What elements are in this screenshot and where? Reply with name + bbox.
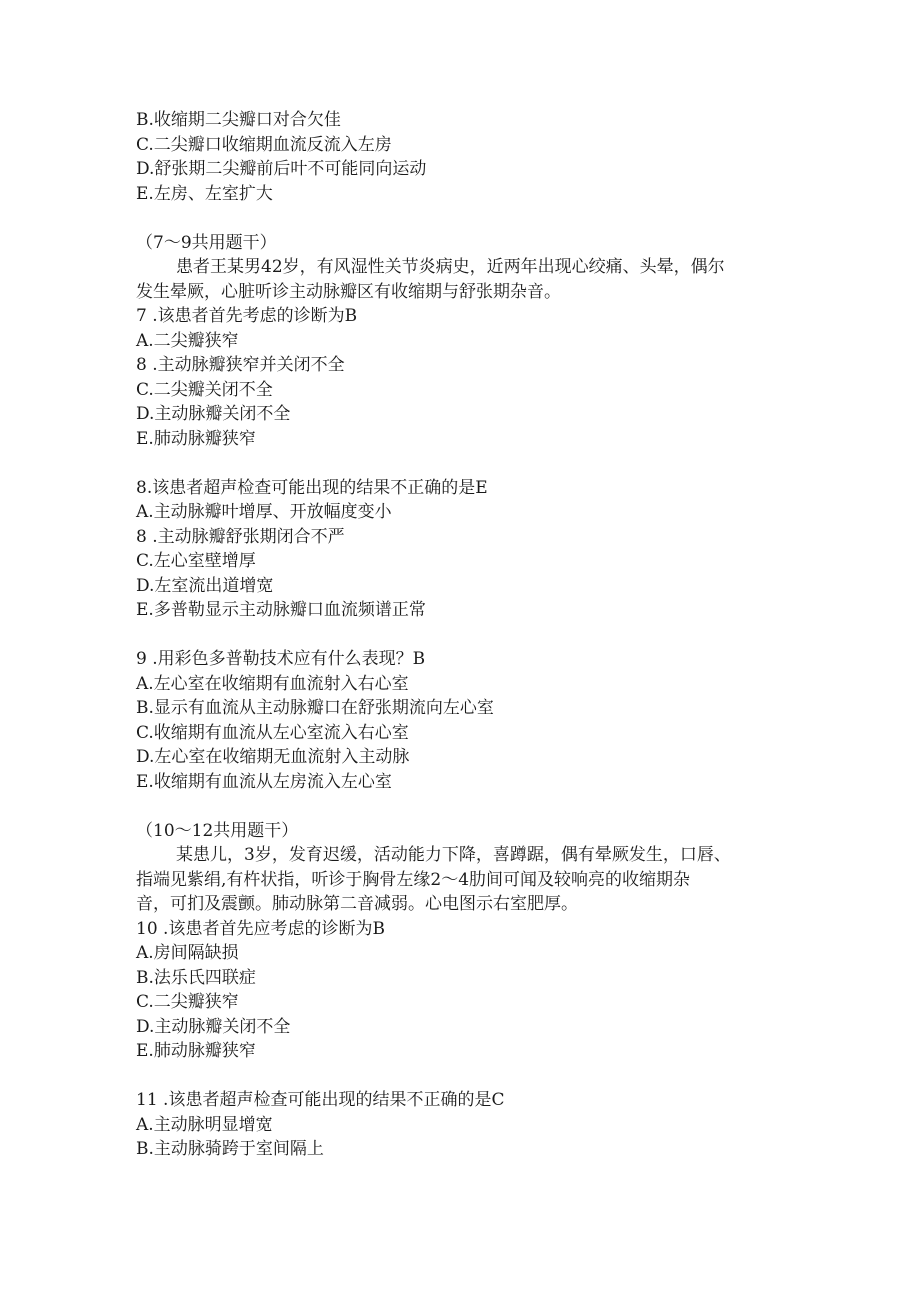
text-line: 11 .该患者超声检查可能出现的结果不正确的是C xyxy=(136,1090,505,1110)
text-line: 发生晕厥，心脏听诊主动脉瓣区有收缩期与舒张期杂音。 xyxy=(136,281,561,302)
document-page xyxy=(136,108,796,1162)
text-line: 9 .用彩色多普勒技术应有什么表现？B xyxy=(136,649,426,669)
text-line: D.舒张期二尖瓣前后叶不可能同向运动 xyxy=(136,159,427,179)
text-line: 8 .主动脉瓣舒张期闭合不严 xyxy=(136,526,345,547)
paragraph-first-line: 患者王某男42岁，有风湿性关节炎病史，近两年出现心绞痛、头晕，偶尔 xyxy=(176,257,725,277)
text-line: B.收缩期二尖瓣口对合欠佳 xyxy=(136,110,341,130)
text-line: C.收缩期有血流从左心室流入右心室 xyxy=(136,722,409,743)
text-line: 7 .该患者首先考虑的诊断为B xyxy=(136,306,358,326)
text-line: A.左心室在收缩期有血流射入右心室 xyxy=(136,673,409,694)
text-line: A.主动脉瓣叶增厚、开放幅度变小 xyxy=(136,502,392,522)
text-line: A.二尖瓣狭窄 xyxy=(136,330,239,351)
text-line: A.房间隔缺损 xyxy=(136,943,239,963)
text-line: 8 .主动脉瓣狭窄并关闭不全 xyxy=(136,355,345,375)
text-line: E.收缩期有血流从左房流入左心室 xyxy=(136,771,392,792)
paragraph-gap xyxy=(136,794,796,819)
text-line: C.二尖瓣口收缩期血流反流入左房 xyxy=(136,134,392,155)
text-line: B.法乐氏四联症 xyxy=(136,967,256,988)
text-line: 10 .该患者首先应考虑的诊断为B xyxy=(136,918,385,939)
text-line: C.左心室壁增厚 xyxy=(136,551,256,571)
text-line: D.左室流出道增宽 xyxy=(136,575,274,596)
text-line: E.肺动脉瓣狭窄 xyxy=(136,1041,256,1061)
text-line: D.左心室在收缩期无血流射入主动脉 xyxy=(136,747,410,767)
text-line: （7～9共用题干） xyxy=(136,232,277,253)
paragraph-gap xyxy=(136,206,796,231)
text-line: E.左房、左室扩大 xyxy=(136,183,273,204)
text-line: B.显示有血流从主动脉瓣口在舒张期流向左心室 xyxy=(136,698,494,718)
text-line: E.多普勒显示主动脉瓣口血流频谱正常 xyxy=(136,600,426,620)
text-line: B.主动脉骑跨于室间隔上 xyxy=(136,1139,324,1159)
text-line: D.主动脉瓣关闭不全 xyxy=(136,1016,291,1037)
paragraph-gap xyxy=(136,451,796,476)
text-line: C.二尖瓣狭窄 xyxy=(136,992,239,1012)
text-line: A.主动脉明显增宽 xyxy=(136,1114,273,1135)
text-line: E.肺动脉瓣狭窄 xyxy=(136,428,256,449)
paragraph-gap xyxy=(136,1064,796,1089)
text-line: （10～12共用题干） xyxy=(136,820,299,841)
text-line: 8.该患者超声检查可能出现的结果不正确的是E xyxy=(136,477,488,498)
text-line: 指端见紫绢,有杵状指，听诊于胸骨左缘2～4肋间可闻及较响亮的收缩期杂 xyxy=(136,869,691,890)
text-line: C.二尖瓣关闭不全 xyxy=(136,379,273,400)
text-line: 音，可扪及震颤。肺动脉第二音减弱。心电图示右室肥厚。 xyxy=(136,894,578,914)
paragraph-gap xyxy=(136,623,796,648)
paragraph-first-line: 某患儿，3岁，发育迟缓，活动能力下降，喜蹲踞，偶有晕厥发生，口唇、 xyxy=(176,845,731,865)
text-line: D.主动脉瓣关闭不全 xyxy=(136,404,291,424)
